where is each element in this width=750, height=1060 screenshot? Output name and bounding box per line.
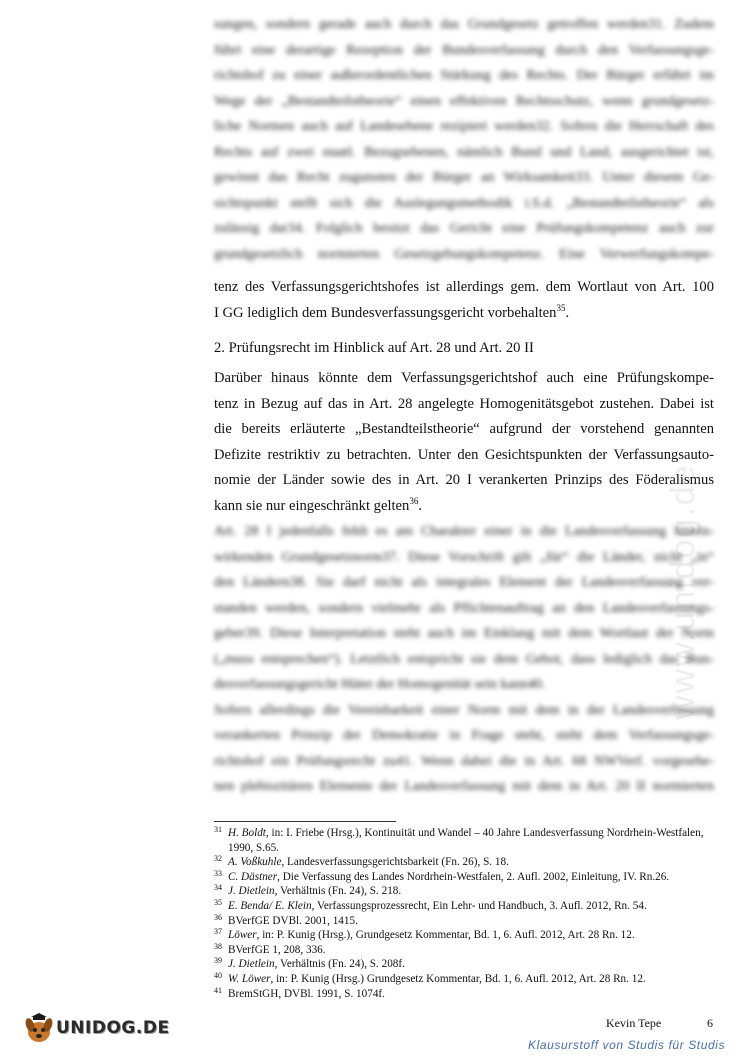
footnote <box>214 987 714 1002</box>
text-line-content: kann sie nur eingeschränkt gelten <box>214 497 410 514</box>
text-line: richtshof zu einer außerordentlichen Stärkung des Rechts. Der Bürger erfährt im <box>214 68 714 83</box>
footnote-number: 41 <box>214 985 222 995</box>
footnote <box>214 957 714 972</box>
text-line: führt eine derartige Rezeption der Bundesverfassung durch den Verfassungsge- <box>214 42 714 58</box>
text-line: verankerten Prinzip der Demokratie in Frage steht, steht dem Verfassungsge- <box>214 728 714 743</box>
text-line: Sofern allerdings die Vereinbarkeit einer Norm mit dem in der Landesverfassung <box>214 702 714 718</box>
footnote-text: BVerfGE DVBl. 2001, 1415. <box>228 914 358 927</box>
footer-tagline: Klausurstoff von Studis für Studis <box>528 1038 726 1052</box>
text-line: die bereits erläuterte „Bestandteilstheorie“ aufgrund der vorstehend genannten <box>214 421 714 437</box>
text-line: sungen, sondern gerade auch durch das Grundgesetz getroffen werden31. Zudem <box>214 17 714 32</box>
body-paragraph-2 <box>214 366 714 519</box>
text-line: nen plebiszitären Elemente der Landesverfassung mit dem in Art. 20 II normierten <box>214 779 714 794</box>
text-line: Defizite restriktiv zu betrachten. Unter den Gesichtspunkten der Verfassungsauto- <box>214 446 714 463</box>
text-line: wirkenden Grundgesetznorm37. Diese Vorschrift gilt „für“ die Länder, nicht „in“ <box>214 549 714 565</box>
text-line: („muss entsprechen“). Letztlich entspricht sie dem Gebot, dass lediglich das Bun- <box>214 651 714 667</box>
footnote-author: A. Voßkuhle <box>228 856 282 869</box>
footnote-text: , in: I. Friebe (Hrsg.), Kontinuität und Wandel – 40 Jahre Landesverfassung Nordrhein-Westfalen, 1990, S.65. <box>228 827 704 854</box>
footnote-author: J. Dietlein <box>228 885 275 898</box>
footnote-number: 39 <box>214 956 222 966</box>
footnote-number: 32 <box>214 854 222 864</box>
footnote-author: Löwer <box>228 929 257 942</box>
footnote-text: , Verfassungsprozessrecht, Ein Lehr- und Handbuch, 3. Aufl. 2012, Rn. 54. <box>311 899 647 912</box>
footnote-text: , Verhältnis (Fn. 24), S. 218. <box>274 885 402 898</box>
footnote <box>214 884 714 899</box>
text-line: nomie der Länder sowie des in Art. 20 I verankerten Prinzips des Föderalismus <box>214 472 714 488</box>
text-line: I GG lediglich dem Bundesverfassungsgericht vorbehalten$^{35}$. <box>214 302 570 321</box>
footnote-number: 37 <box>214 927 222 937</box>
text-line: geber39. Diese Interpretation steht auch im Einklang mit dem Wortlaut der Norm <box>214 626 714 641</box>
blurred-paragraph-bottom <box>214 519 714 800</box>
footnote <box>214 972 714 987</box>
text-line: richtshof ein Prüfungsrecht zu41. Wenn dabei die in Art. 68 NWVerf. vorgesehe- <box>214 753 714 769</box>
text-line: Darüber hinaus könnte dem Verfassungsgerichtshof auch eine Prüfungskompe- <box>214 370 714 386</box>
text-line: tenz des Verfassungsgerichtshofes ist allerdings gem. dem Wortlaut von Art. 100 <box>214 279 714 295</box>
text-line: liche Normen auch auf Landesebene rezipiert werden32. Sofern die Herrschaft des <box>214 119 714 134</box>
footnotes <box>214 826 714 1001</box>
text-line: Rechts auf zwei staatl. Bezugsebenen, nämlich Bund und Land, ausgerichtet ist, <box>214 144 714 160</box>
section-heading: 2. Prüfungsrecht im Hinblick auf Art. 28 und Art. 20 II <box>214 340 534 356</box>
footnote-text: BVerfGE 1, 208, 336. <box>228 943 326 956</box>
dog-mascot-icon <box>22 1012 56 1046</box>
footnote-text: , Verhältnis (Fn. 24), S. 208f. <box>274 958 405 971</box>
text-line: den Ländern38. Sie darf nicht als integrales Element der Landesverfassung ver- <box>214 575 714 590</box>
text-line: sichtspunkt stellt sich die Auslegungsmethodik i.S.d. „Bestandteilstheorie“ als <box>214 195 714 211</box>
footnote-number: 40 <box>214 970 222 980</box>
footnote <box>214 914 714 929</box>
footnote-author: H. Boldt <box>228 827 266 839</box>
footnote-number: 31 <box>214 825 222 834</box>
footnote-text: , Landesverfassungsgerichtsbarkeit (Fn. 26), S. 18. <box>281 856 509 869</box>
footnote-ref[interactable]: 35 <box>556 302 566 313</box>
text-line: Art. 28 I jedenfalls fehlt es am Charakter einer in die Landesverfassung hinein- <box>214 524 714 539</box>
text-line: kann sie nur eingeschränkt gelten$^{36}$. <box>214 495 422 514</box>
footnote <box>214 928 714 943</box>
footer-author: Kevin Tepe <box>606 1016 662 1030</box>
footnote-author: C. Dästner <box>228 870 278 883</box>
footnote-number: 33 <box>214 868 222 878</box>
footnote-ref[interactable]: 36 <box>409 495 419 506</box>
footnote-number: 35 <box>214 897 222 907</box>
text-line: grundgesetzlich normierten Gesetzgebungskompetenz. Eine Verwerfungskompe- <box>214 246 714 262</box>
footnote-author: E. Benda/ E. Klein <box>228 899 312 912</box>
footnote-text: , in: P. Kunig (Hrsg.), Grundgesetz Kommentar, Bd. 1, 6. Aufl. 2012, Art. 28 Rn. 12. <box>256 929 635 942</box>
blurred-paragraph-top <box>214 12 714 267</box>
text-line: zulässig dar34. Folglich besitzt das Gericht eine Prüfungskompetenz auch zur <box>214 221 714 236</box>
footnote <box>214 855 714 870</box>
footnote <box>214 870 714 885</box>
text-line: tenz in Bezug auf das in Art. 28 angelegte Homogenitätsgebot zustehen. Dabei ist <box>214 395 714 412</box>
text-line: gewinnt das Recht zugunsten der Bürger an Wirksamkeit33. Unter diesem Ge- <box>214 170 714 185</box>
logo-text: UNIDOG.DE <box>56 1018 170 1038</box>
footnote <box>214 826 714 855</box>
page-number: 6 <box>707 1016 713 1030</box>
footnote <box>214 943 714 958</box>
text-line: desverfassungsgericht Hüter der Homogenität sein kann40. <box>214 677 546 692</box>
footnote-author: W. Löwer <box>228 972 271 985</box>
footnote-author: J. Dietlein <box>228 958 275 971</box>
unidog-logo[interactable] <box>22 1012 170 1046</box>
footnote-number: 38 <box>214 941 222 951</box>
footnote-number: 36 <box>214 912 222 922</box>
footnote-text: , in: P. Kunig (Hrsg.) Grundgesetz Kommentar, Bd. 1, 6. Aufl. 2012, Art. 28 Rn. 12. <box>270 972 646 985</box>
text-line: Wege der „Bestandteilstheorie“ einen effektiven Rechtsschutz, wenn grundgesetz- <box>214 93 714 109</box>
body-paragraph-1 <box>214 275 714 326</box>
footnote-text: , Die Verfassung des Landes Nordrhein-Westfalen, 2. Aufl. 2002, Einleitung, IV. Rn.26. <box>277 870 670 883</box>
footnote-number: 34 <box>214 883 222 893</box>
footnote-divider <box>214 821 396 822</box>
footnote-text: BremStGH, DVBl. 1991, S. 1074f. <box>228 987 385 1000</box>
footnote <box>214 899 714 914</box>
watermark: www.unidog.de <box>664 463 702 720</box>
text-line: standen werden, sondern vielmehr als Pflichtenauftrag an den Landesverfassungs- <box>214 600 714 616</box>
text-line-content: I GG lediglich dem Bundesverfassungsgericht vorbehalten <box>214 304 557 321</box>
